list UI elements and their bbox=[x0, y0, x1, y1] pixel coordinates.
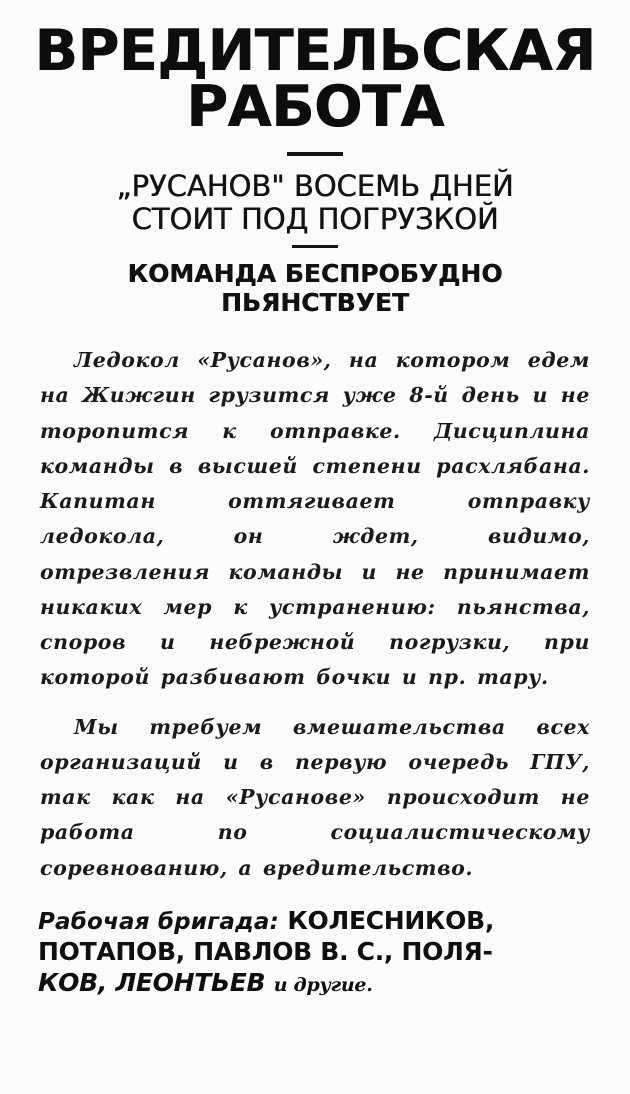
subheadline bbox=[26, 170, 604, 235]
subheadline-line-1: „РУСАНОВ" ВОСЕМЬ ДНЕЙ bbox=[116, 169, 514, 204]
signature-first-line bbox=[38, 906, 592, 937]
signature-names-line-2: ПОТАПОВ, ПАВЛОВ В. С., ПОЛЯ- bbox=[38, 937, 493, 967]
subheadline-secondary-line-2: ПЬЯНСТВУЕТ bbox=[220, 287, 409, 317]
subheadline-secondary-line-1: КОМАНДА БЕСПРОБУДНО bbox=[127, 259, 503, 289]
page-title bbox=[26, 18, 604, 141]
divider-rule-top bbox=[287, 152, 343, 156]
signature-names-line-3: КОВ, ЛЕОНТЬЕВ bbox=[38, 967, 266, 997]
signature-block bbox=[26, 906, 604, 998]
subheadline-line-2: СТОИТ ПОД ПОГРУЗКОЙ bbox=[131, 201, 499, 236]
signature-last-line bbox=[38, 968, 592, 999]
article-paragraph: Ледокол «Русанов», на котором едем на Жижгин грузится уже 8-й день и не торопится к отправке. Дисциплина команды в высшей степени расхлябана. Капитан оттягивает отправку ледокола, он ждет, видимо, отрезвления команды и не принимает никаких мер к устранению: пьянства, споров и небрежной погрузки, при которой разбивают бочки и пр. тару. bbox=[40, 348, 590, 690]
subheadline-secondary bbox=[26, 260, 604, 317]
article-body bbox=[26, 343, 604, 886]
article-paragraph: Мы требуем вмешательства всех организаций и в первую очередь ГПУ, так как на «Русанове» происходит не работа по социалистическому соревнованию, а вредительство. bbox=[40, 714, 590, 880]
signature-names-line-1: КОЛЕСНИКОВ, bbox=[287, 905, 495, 935]
signature-tail: и другие. bbox=[273, 973, 373, 996]
signature-label: Рабочая бригада: bbox=[38, 908, 279, 935]
headline-line-2: РАБОТА bbox=[186, 74, 444, 141]
divider-rule-middle bbox=[292, 245, 338, 248]
headline-line-1: ВРЕДИТЕЛЬСКАЯ bbox=[34, 18, 596, 84]
